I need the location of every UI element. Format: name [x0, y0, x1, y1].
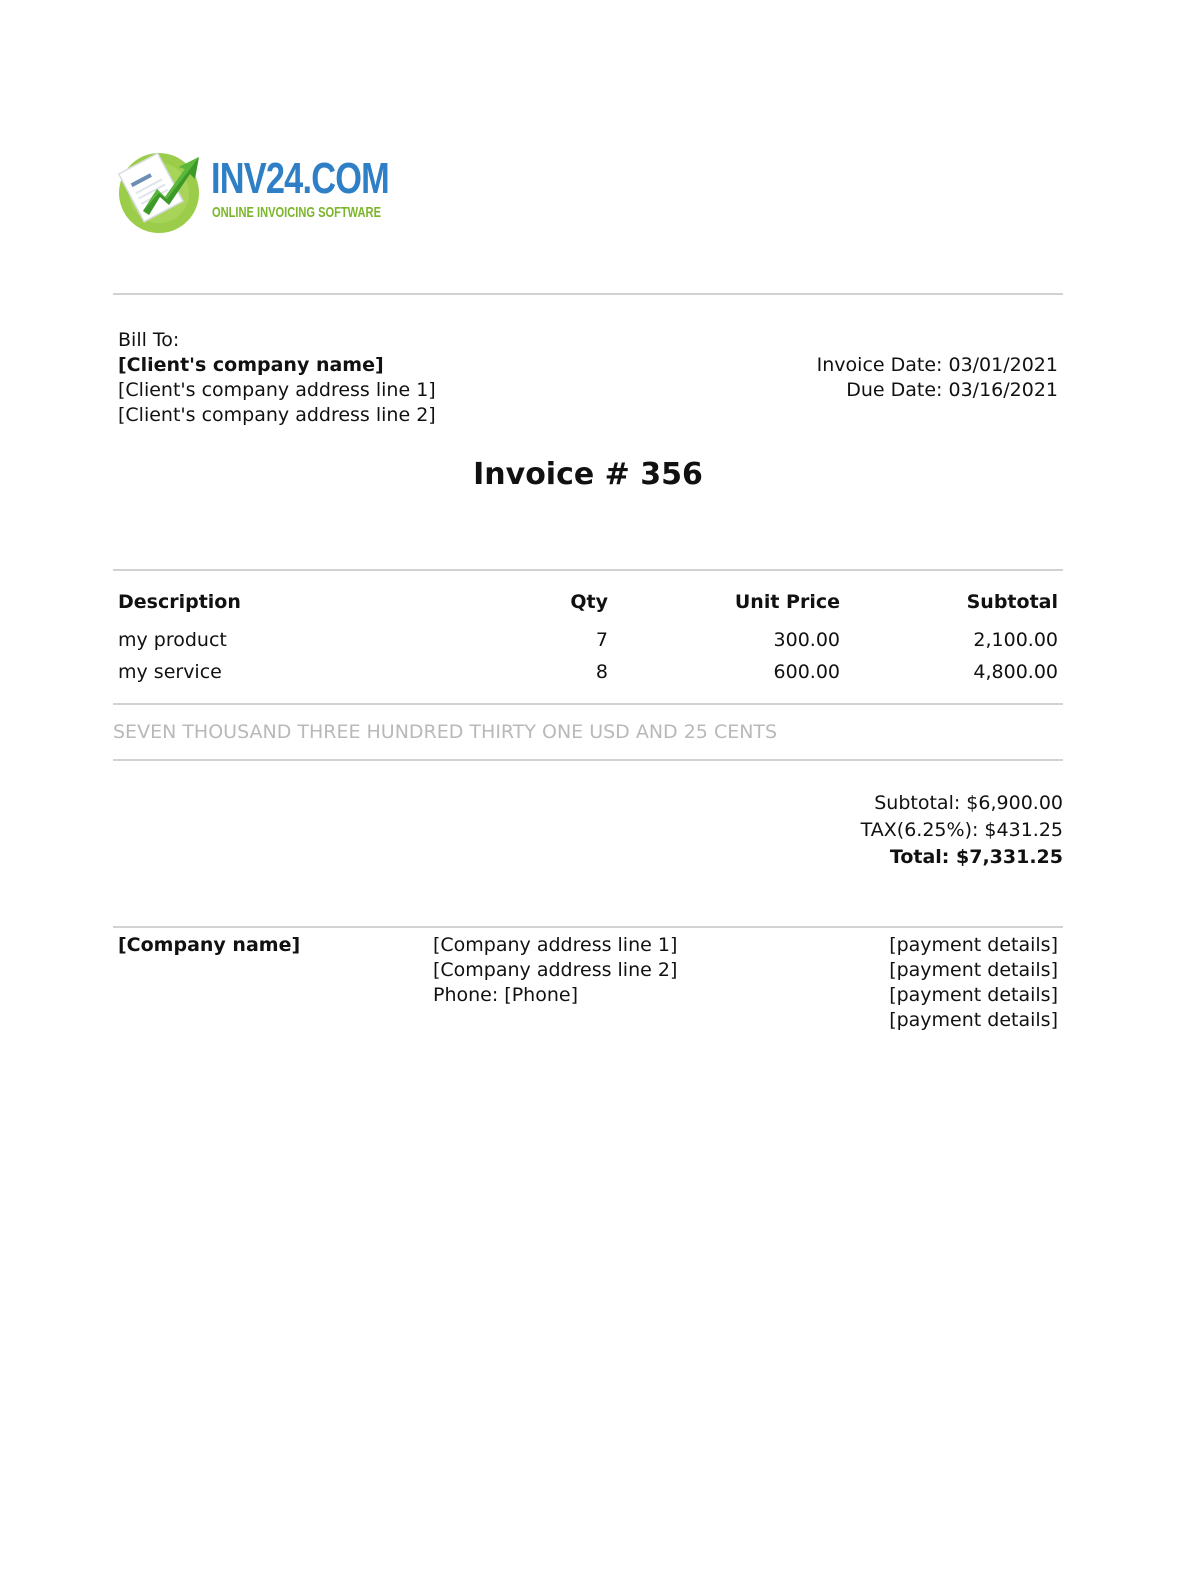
totals-total: Total: $7,331.25 — [889, 846, 1063, 868]
header-description: Description — [118, 591, 241, 613]
payment-details-line: [payment details] — [889, 984, 1058, 1006]
header-qty: Qty — [570, 591, 608, 613]
logo-tagline: ONLINE INVOICING SOFTWARE — [212, 204, 381, 221]
invoice-title: Invoice # 356 — [473, 457, 703, 492]
row-description: my product — [118, 629, 227, 651]
row-qty: 8 — [595, 661, 608, 683]
invoice-dates — [817, 353, 1058, 403]
footer-address-line-1: [Company address line 1] — [433, 934, 678, 956]
footer-address-block — [433, 933, 677, 1008]
payment-details-line: [payment details] — [889, 959, 1058, 981]
row-subtotal: 2,100.00 — [973, 629, 1058, 651]
divider-table-top — [113, 569, 1063, 571]
amount-in-words: SEVEN THOUSAND THREE HUNDRED THIRTY ONE USD AND 25 CENTS — [113, 721, 778, 743]
client-company-name: [Client's company name] — [118, 354, 384, 376]
divider-top — [113, 293, 1063, 295]
due-date: Due Date: 03/16/2021 — [846, 379, 1058, 401]
bill-to-block — [118, 328, 436, 428]
footer-payment-block — [889, 933, 1058, 1033]
divider-words-bottom — [113, 759, 1063, 761]
footer-phone: Phone: [Phone] — [433, 984, 578, 1006]
table-row — [118, 624, 1058, 656]
totals-tax: TAX(6.25%): $431.25 — [860, 819, 1063, 841]
invoice-chart-arrow-icon — [113, 143, 205, 235]
totals-block — [861, 790, 1063, 871]
header-subtotal: Subtotal — [966, 591, 1058, 613]
table-header — [118, 586, 1058, 618]
row-description: my service — [118, 661, 222, 683]
client-address-line-1: [Client's company address line 1] — [118, 379, 436, 401]
table-row — [118, 656, 1058, 688]
client-address-line-2: [Client's company address line 2] — [118, 404, 436, 426]
bill-to-label: Bill To: — [118, 329, 180, 351]
company-logo — [113, 143, 393, 238]
footer-company-name: [Company name] — [118, 934, 301, 956]
divider-footer — [113, 926, 1063, 928]
divider-table-bottom — [113, 703, 1063, 705]
payment-details-line: [payment details] — [889, 1009, 1058, 1031]
payment-details-line: [payment details] — [889, 934, 1058, 956]
invoice-date: Invoice Date: 03/01/2021 — [816, 354, 1058, 376]
row-unit-price: 600.00 — [773, 661, 840, 683]
row-unit-price: 300.00 — [773, 629, 840, 651]
row-subtotal: 4,800.00 — [973, 661, 1058, 683]
header-unit-price: Unit Price — [734, 591, 840, 613]
logo-title: INV24.COM — [211, 154, 389, 203]
footer-address-line-2: [Company address line 2] — [433, 959, 678, 981]
row-qty: 7 — [595, 629, 608, 651]
totals-subtotal: Subtotal: $6,900.00 — [874, 792, 1063, 814]
